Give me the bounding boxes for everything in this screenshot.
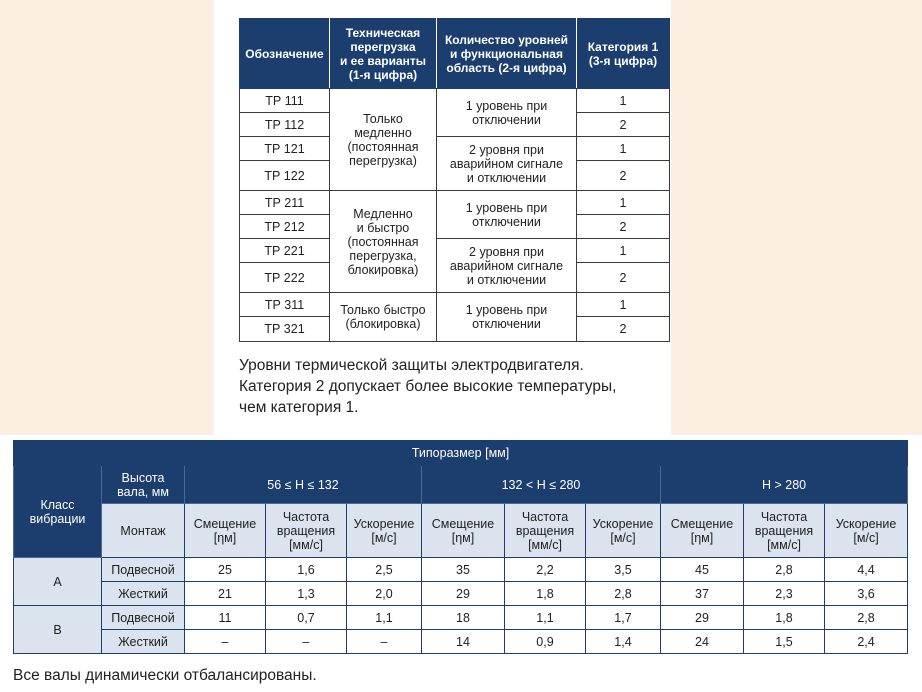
value-cell: 2,8 (586, 582, 661, 606)
levels-cell: 1 уровень при отключении (437, 89, 577, 137)
value-cell: 45 (661, 558, 744, 582)
category-cell: 1 (577, 137, 670, 161)
table-row (240, 89, 670, 113)
table-row (14, 630, 908, 654)
vibration-table (13, 440, 908, 654)
value-cell: 0,7 (266, 606, 347, 630)
overload-cell: Медленно и быстро (постоянная перегрузка, блокировка) (330, 191, 437, 293)
table-header-row (14, 441, 908, 466)
table-row (240, 293, 670, 317)
levels-cell: 2 уровня при аварийном сигнале и отключении (437, 239, 577, 293)
thermal-protection-table (239, 18, 670, 342)
value-cell: 37 (661, 582, 744, 606)
levels-cell: 2 уровня при аварийном сигнале и отключении (437, 137, 577, 191)
displacement-header: Смещение [ηм] (185, 504, 266, 558)
category-cell: 2 (577, 161, 670, 191)
table-row (14, 606, 908, 630)
value-cell: 2,8 (825, 606, 908, 630)
range-header: H > 280 (661, 466, 908, 504)
value-cell: 1,4 (586, 630, 661, 654)
code-cell: ТР 311 (240, 293, 330, 317)
code-cell: ТР 121 (240, 137, 330, 161)
header-designation: Обозначение (240, 19, 330, 89)
value-cell: 2,0 (347, 582, 422, 606)
value-cell: 1,5 (744, 630, 825, 654)
mount-cell: Подвесной (102, 606, 185, 630)
value-cell: – (266, 630, 347, 654)
class-header: Класс вибрации (14, 466, 102, 558)
mount-cell: Подвесной (102, 558, 185, 582)
code-cell: ТР 122 (240, 161, 330, 191)
value-cell: 1,1 (505, 606, 586, 630)
table-header-row (14, 466, 908, 504)
category-cell: 2 (577, 215, 670, 239)
header-category: Категория 1 (3-я цифра) (577, 19, 670, 89)
mount-cell: Жесткий (102, 582, 185, 606)
value-cell: 1,6 (266, 558, 347, 582)
value-cell: 11 (185, 606, 266, 630)
size-header: Типоразмер [мм] (14, 441, 908, 466)
header-levels: Количество уровней и функциональная область (2-я цифра) (437, 19, 577, 89)
category-cell: 2 (577, 317, 670, 342)
value-cell: 1,7 (586, 606, 661, 630)
range-header: 56 ≤ H ≤ 132 (185, 466, 422, 504)
value-cell: 14 (422, 630, 505, 654)
shaft-height-header: Высота вала, мм (102, 466, 185, 504)
table-header-row (240, 19, 670, 89)
value-cell: 3,5 (586, 558, 661, 582)
mount-cell: Жесткий (102, 630, 185, 654)
mount-header: Монтаж (102, 504, 185, 558)
value-cell: 29 (422, 582, 505, 606)
background-right-panel (671, 0, 922, 435)
header-overload: Техническая перегрузка и ее варианты (1-я цифра) (330, 19, 437, 89)
velocity-header: Частота вращения [мм/с] (505, 504, 586, 558)
value-cell: 2,5 (347, 558, 422, 582)
value-cell: 2,2 (505, 558, 586, 582)
table-row (14, 558, 908, 582)
range-header: 132 < H ≤ 280 (422, 466, 661, 504)
value-cell: 35 (422, 558, 505, 582)
code-cell: ТР 111 (240, 89, 330, 113)
value-cell: – (185, 630, 266, 654)
value-cell: 1,8 (744, 606, 825, 630)
value-cell: 1,3 (266, 582, 347, 606)
background-left-panel (0, 0, 214, 435)
code-cell: ТР 211 (240, 191, 330, 215)
value-cell: 2,3 (744, 582, 825, 606)
vibration-table-caption: Все валы динамически отбалансированы. (13, 667, 317, 684)
code-cell: ТР 212 (240, 215, 330, 239)
value-cell: 2,8 (744, 558, 825, 582)
value-cell: 18 (422, 606, 505, 630)
table-row (240, 137, 670, 161)
thermal-table-caption: Уровни термической защиты электродвигателя. Категория 2 допускает более высокие температуры, чем категория 1. (239, 357, 617, 416)
levels-cell: 1 уровень при отключении (437, 191, 577, 239)
category-cell: 1 (577, 239, 670, 263)
code-cell: ТР 112 (240, 113, 330, 137)
category-cell: 1 (577, 191, 670, 215)
value-cell: 25 (185, 558, 266, 582)
category-cell: 2 (577, 113, 670, 137)
code-cell: ТР 321 (240, 317, 330, 342)
value-cell: 4,4 (825, 558, 908, 582)
category-cell: 1 (577, 293, 670, 317)
category-cell: 1 (577, 89, 670, 113)
vibration-class-cell: B (14, 606, 102, 654)
table-header-row (14, 504, 908, 558)
value-cell: 2,4 (825, 630, 908, 654)
category-cell: 2 (577, 263, 670, 293)
value-cell: 3,6 (825, 582, 908, 606)
levels-cell: 1 уровень при отключении (437, 293, 577, 342)
vibration-class-cell: A (14, 558, 102, 606)
value-cell: 29 (661, 606, 744, 630)
table-row (240, 191, 670, 215)
velocity-header: Частота вращения [мм/с] (744, 504, 825, 558)
value-cell: 24 (661, 630, 744, 654)
table-row (240, 239, 670, 263)
value-cell: 21 (185, 582, 266, 606)
acceleration-header: Ускорение [м/с] (347, 504, 422, 558)
value-cell: 0,9 (505, 630, 586, 654)
displacement-header: Смещение [ηм] (661, 504, 744, 558)
overload-cell: Только быстро (блокировка) (330, 293, 437, 342)
overload-cell: Только медленно (постоянная перегрузка) (330, 89, 437, 191)
table-row (14, 582, 908, 606)
displacement-header: Смещение [ηм] (422, 504, 505, 558)
velocity-header: Частота вращения [мм/с] (266, 504, 347, 558)
value-cell: 1,1 (347, 606, 422, 630)
code-cell: ТР 221 (240, 239, 330, 263)
acceleration-header: Ускорение [м/с] (825, 504, 908, 558)
acceleration-header: Ускорение [м/с] (586, 504, 661, 558)
code-cell: ТР 222 (240, 263, 330, 293)
value-cell: – (347, 630, 422, 654)
value-cell: 1,8 (505, 582, 586, 606)
